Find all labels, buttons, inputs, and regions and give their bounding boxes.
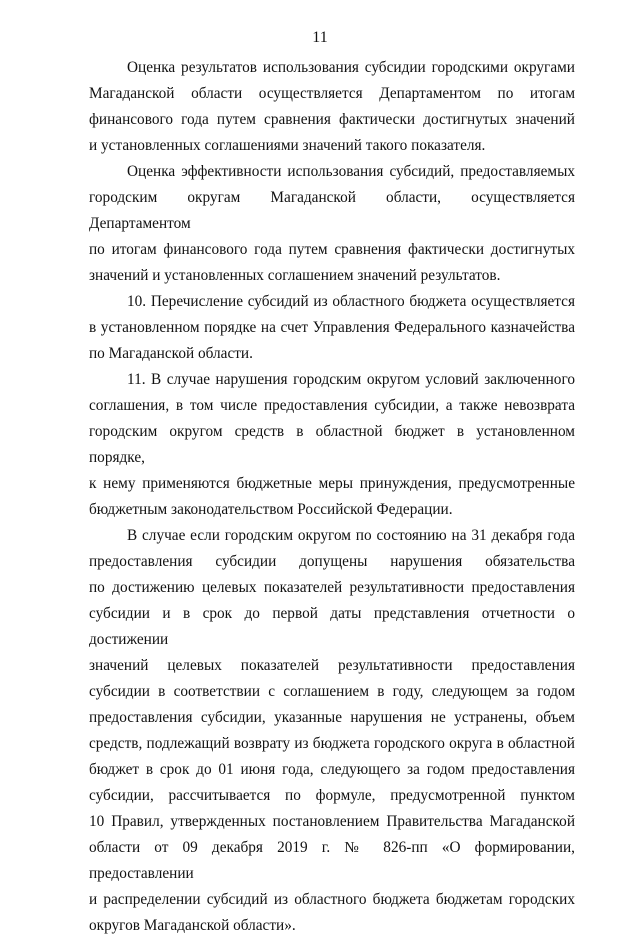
text-line: в установленном порядке на счет Управления Федерального казначейства <box>89 319 575 336</box>
paragraph-refund-conditions <box>89 523 575 939</box>
text-line: бюджетным законодательством Российской Федерации. <box>89 501 453 518</box>
text-line: Оценка результатов использования субсидии городскими округами <box>127 59 575 76</box>
text-line: 10 Правил, утвержденных постановлением Правительства Магаданской <box>89 813 575 830</box>
text-line: бюджет в срок до 01 июня года, следующего за годом предоставления <box>89 761 575 778</box>
text-line: и распределении субсидий из областного бюджета бюджетам городских <box>89 891 575 908</box>
text-line: 10. Перечисление субсидий из областного бюджета осуществляется <box>127 293 575 310</box>
text-line: предоставления субсидии допущены нарушения обязательства <box>89 553 575 570</box>
text-line: округов Магаданской области». <box>89 917 296 934</box>
text-line: предоставления субсидии, указанные нарушения не устранены, объем <box>89 709 575 726</box>
text-line: Магаданской области осуществляется Департаментом по итогам <box>89 85 575 102</box>
text-line: по Магаданской области. <box>89 345 253 362</box>
document-body <box>89 55 575 939</box>
text-line: Оценка эффективности использования субсидий, предоставляемых <box>127 163 575 180</box>
text-line: В случае если городским округом по состоянию на 31 декабря года <box>127 527 575 544</box>
text-line: субсидии, рассчитывается по формуле, предусмотренной пунктом <box>89 787 575 804</box>
text-line: городским округом средств в областной бюджет в установленном порядке, <box>89 423 575 466</box>
text-line: средств, подлежащий возврату из бюджета городского округа в областной <box>89 735 575 752</box>
paragraph-subsidy-results-assessment <box>89 55 575 159</box>
text-line: к нему применяются бюджетные меры принуждения, предусмотренные <box>89 475 575 492</box>
text-line: городским округам Магаданской области, осуществляется Департаментом <box>89 189 575 232</box>
text-line: субсидии в соответствии с соглашением в году, следующем за годом <box>89 683 575 700</box>
text-line: 11. В случае нарушения городским округом условий заключенного <box>127 371 575 388</box>
text-line: значений и установленных соглашением значений результатов. <box>89 267 501 284</box>
paragraph-subsidy-efficiency-assessment <box>89 159 575 289</box>
page-number: 11 <box>312 29 328 46</box>
paragraph-item-10 <box>89 289 575 367</box>
text-line: области от 09 декабря 2019 г. № 826-пп «О формировании, предоставлении <box>89 839 575 882</box>
text-line: субсидии и в срок до первой даты представления отчетности о достижении <box>89 605 575 648</box>
text-line: по итогам финансового года путем сравнения фактически достигнутых <box>89 241 575 258</box>
text-line: финансового года путем сравнения фактически достигнутых значений <box>89 111 575 128</box>
text-line: соглашения, в том числе предоставления субсидии, а также невозврата <box>89 397 575 414</box>
text-line: и установленных соглашениями значений такого показателя. <box>89 137 486 154</box>
text-line: по достижению целевых показателей результативности предоставления <box>89 579 575 596</box>
paragraph-item-11 <box>89 367 575 523</box>
text-line: значений целевых показателей результативности предоставления <box>89 657 575 674</box>
